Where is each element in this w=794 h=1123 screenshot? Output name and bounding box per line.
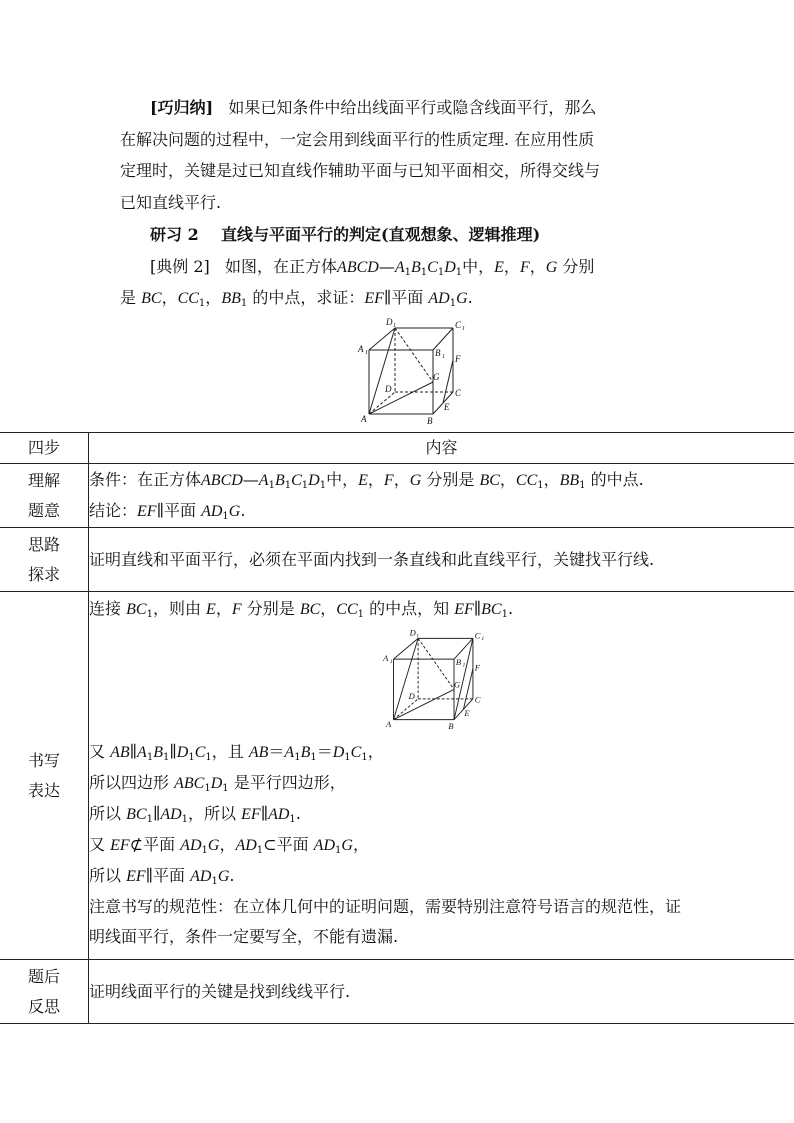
row1-content: 条件：在正方体$ABCD—A_1B_1C_1D_1$中，E，F，G 分别是 BC，$CC_1$，$BB_1$ 的中点. 结论：EF∥平面 $AD_1G$. [89,464,794,528]
section-title: 直线与平面平行的判定(直观想象、逻辑推理) [221,225,541,244]
section-number: 研习 2 [150,225,199,244]
svg-text:G: G [454,679,461,690]
intro-line-4: 已知直线平行. [120,193,222,212]
svg-text:1: 1 [442,354,445,360]
intro-line-2: 在解决问题的过程中，一定会用到线面平行的性质定理. 在应用性质 [120,130,595,149]
svg-text:E: E [464,707,470,718]
svg-text:B: B [448,721,454,731]
intro-line-3: 定理时，关键是过已知直线作辅助平面与已知平面相交，所得交线与 [120,161,601,180]
svg-text:A: A [383,653,389,664]
intro-tag: [巧归纳] [150,98,214,117]
svg-text:A: A [385,719,392,730]
row3-content: 连接 $BC_1$，则由 E，F 分别是 BC，$CC_1$ 的中点，知 $EF\parallel BC_1$. D 1 C 1 A 1 B 1 F G D C A B E 又 $AB\parallel A_1B_1\parallel D_1C_1$，且 $AB=A_1B_1=D_1C_1$， 所以四边形 $ABC_1D_1$ 是平行四边形， 所以 $BC_1\parallel AD_1$，所以 $EF\parallel AD_1$. 又 EF⊄平面 $AD_1G$，$AD_1\subset$平面 $AD_1G$， 所以 EF∥平面 $AD_1G$. 注意书写的规范性：在立体几何中的证明问题，需要特别注意符号语言的规范性，证 明线面平行，条件一定要写全，不能有遗漏. [89,592,794,960]
svg-text:1: 1 [462,326,465,332]
header-right: 内容 [89,433,794,464]
svg-text:1: 1 [393,323,396,329]
svg-text:D: D [385,384,392,394]
table-header-row [0,433,794,464]
header-left: 四步 [0,433,89,464]
svg-text:D: D [408,690,415,701]
table-row [0,592,794,960]
svg-text:A: A [361,414,367,424]
row3-note-1: 注意书写的规范性：在立体几何中的证明问题，需要特别注意符号语言的规范性，证 [89,897,682,916]
svg-text:F: F [474,662,481,673]
svg-text:B: B [455,656,462,667]
svg-text:1: 1 [389,658,393,665]
svg-text:E: E [444,402,450,412]
example-line-1: [典例 2] 如图，在正方体$ABCD—A_1B_1C_1D_1$中，E，F，G 分别 [150,257,595,278]
svg-text:B: B [435,348,441,358]
row2-content: 证明直线和平面平行，必须在平面内找到一条直线和此直线平行，关键找平行线. [89,528,794,592]
intro-line-1: [巧归纳] 如果已知条件中给出线面平行或隐含线面平行，那么 [150,98,597,117]
svg-text:C: C [455,320,462,330]
row4-label: 题后 反思 [0,960,89,1024]
svg-text:1: 1 [365,350,368,356]
svg-text:D: D [409,627,416,638]
svg-text:1: 1 [416,633,420,640]
example-tag: [典例 2] [150,257,210,276]
row4-content: 证明线面平行的关键是找到线线平行. [89,960,794,1024]
svg-text:F: F [455,354,461,364]
svg-text:D: D [386,317,393,327]
svg-text:C: C [455,388,462,398]
cube-figure-2 [377,627,497,731]
row2-label: 思路 探求 [0,528,89,592]
table-row [0,528,794,592]
svg-text:A: A [358,344,364,354]
row1-label: 理解 题意 [0,464,89,528]
cube-figure [355,316,475,426]
svg-text:1: 1 [462,662,466,669]
table-row [0,960,794,1024]
row3-note-2: 明线面平行，条件一定要写全，不能有遗漏. [89,927,399,946]
table-row [0,464,794,528]
svg-text:C: C [474,694,481,705]
four-step-table [0,432,794,1024]
svg-text:1: 1 [481,636,485,643]
row3-label: 书写 表达 [0,592,89,960]
svg-text:G: G [433,372,440,382]
svg-text:C: C [474,630,481,641]
section-heading [150,225,540,245]
example-line-2: 是 BC，$CC_1$，$BB_1$ 的中点，求证：EF∥平面 $AD_1G$. [120,288,473,309]
svg-text:B: B [427,416,433,426]
